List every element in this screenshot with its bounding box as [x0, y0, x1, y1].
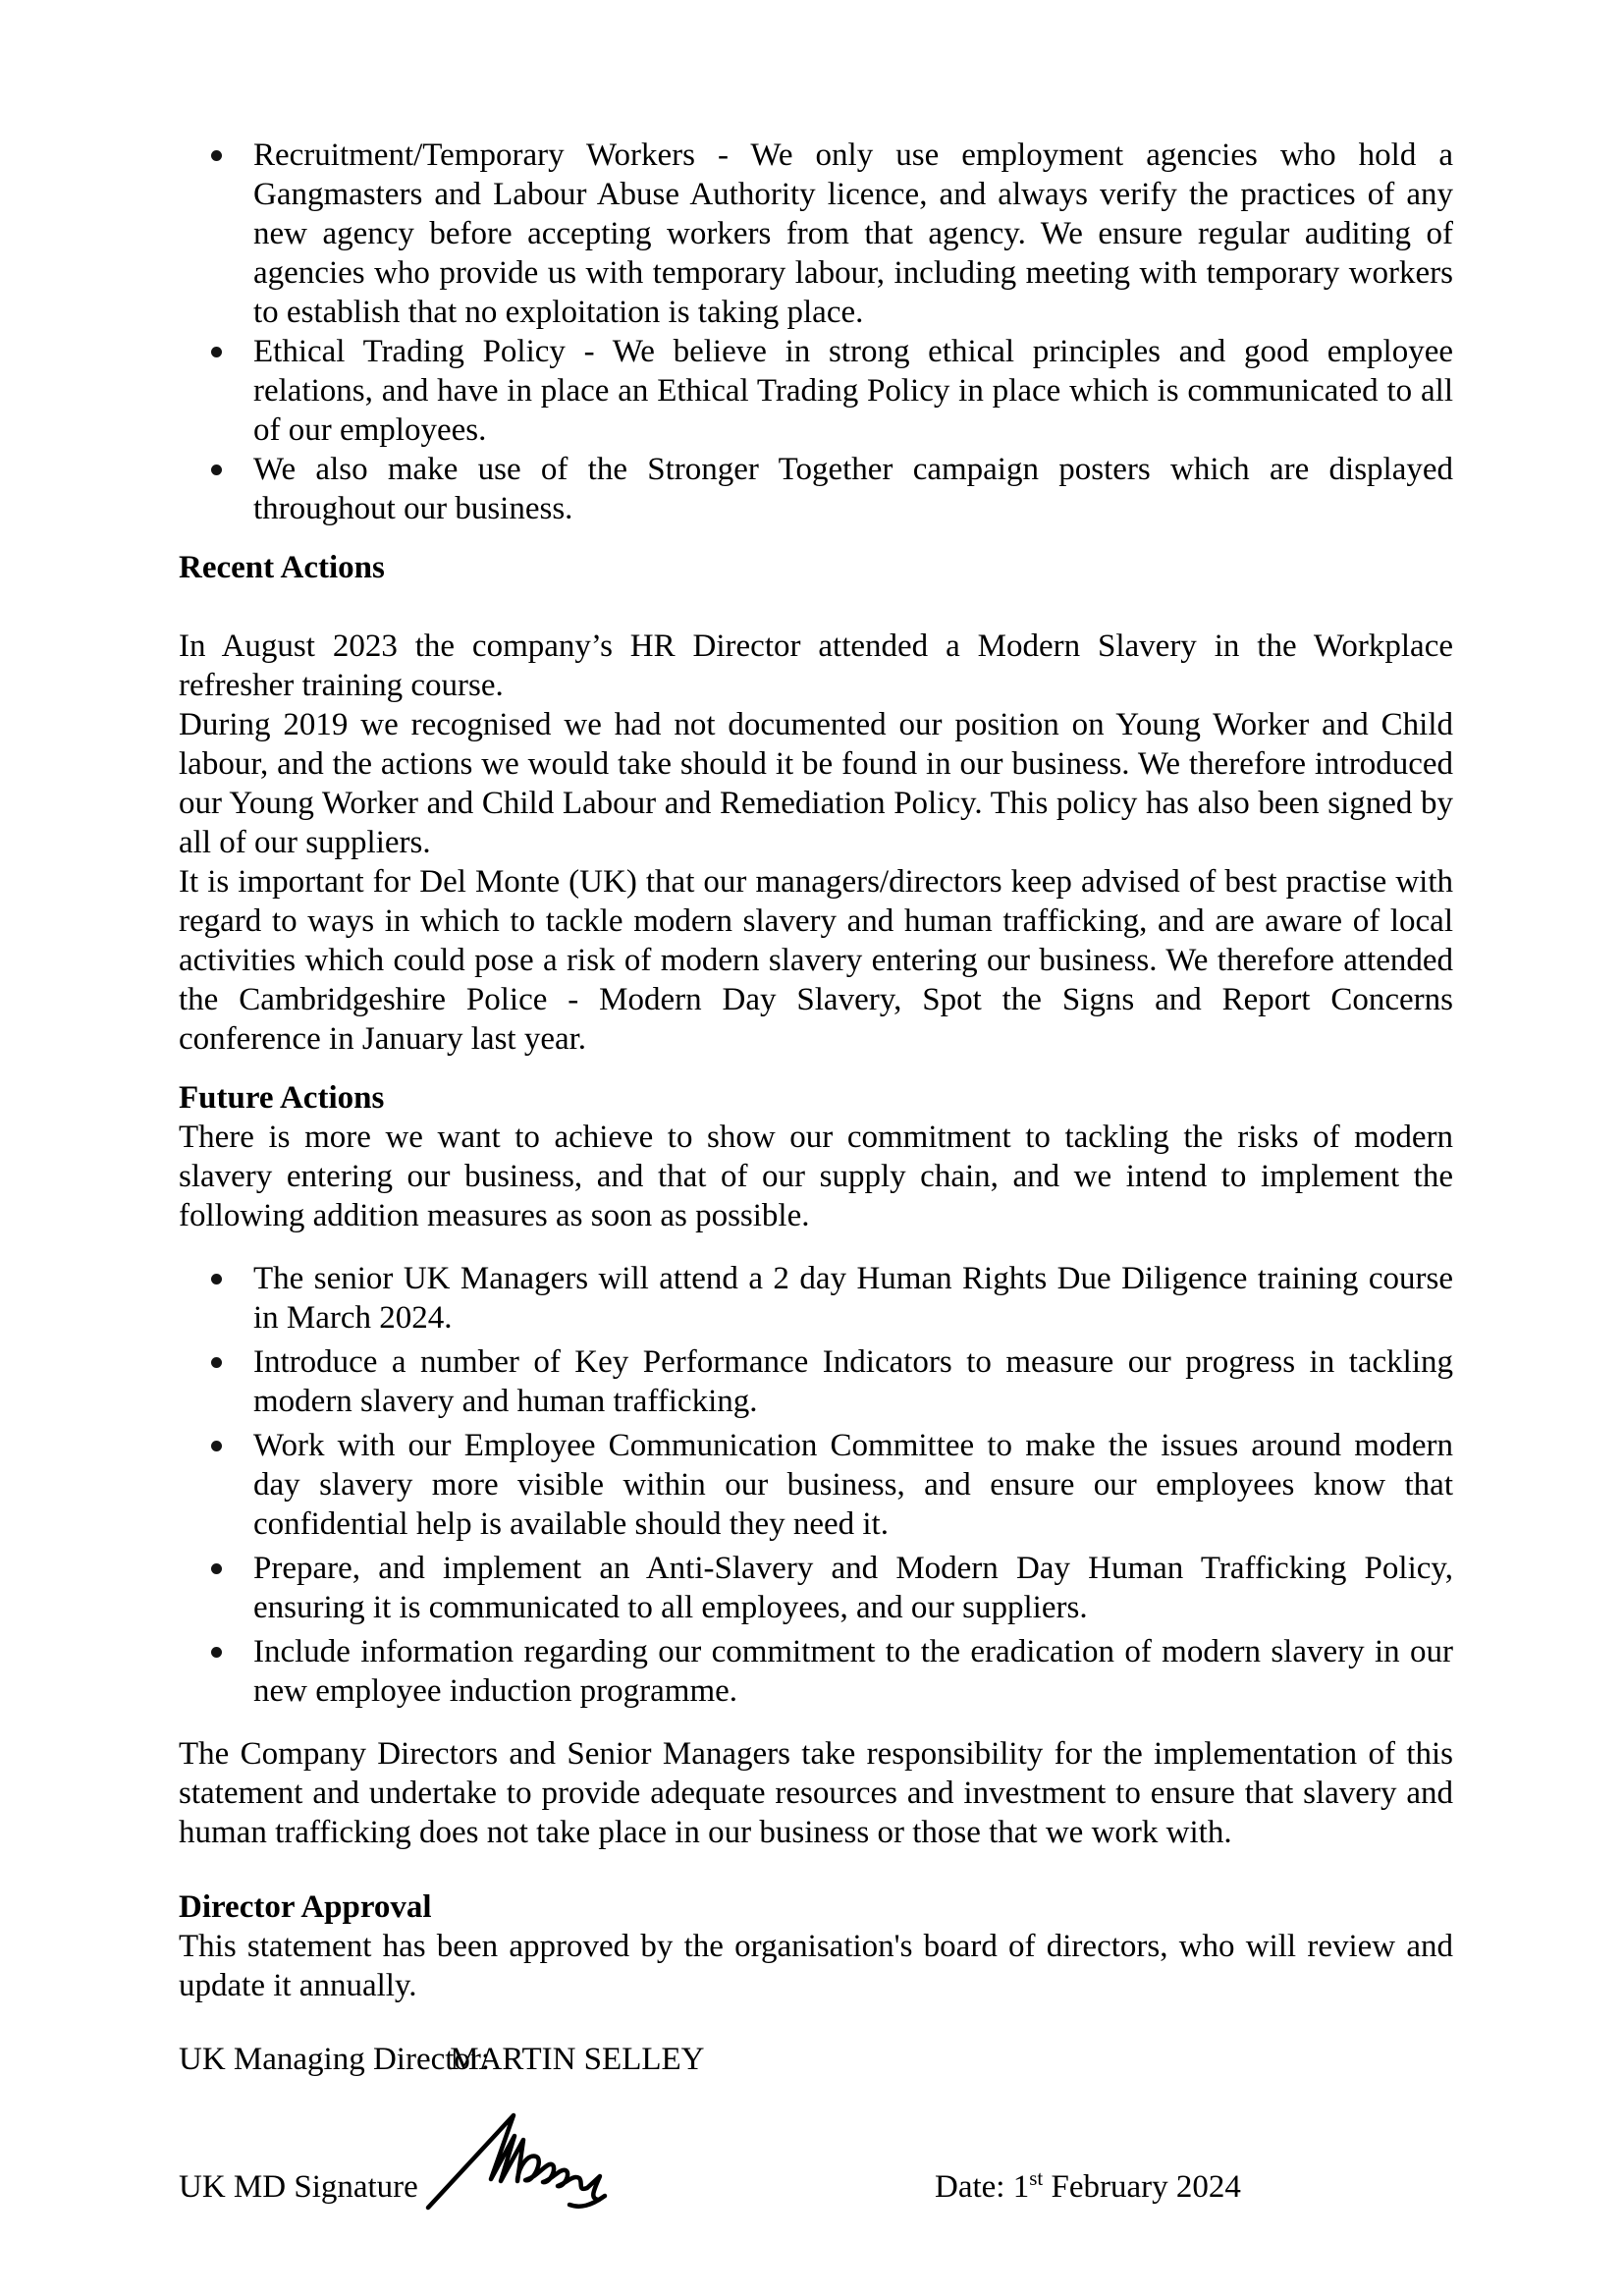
future-actions-bullet-list: [179, 1259, 1453, 1711]
bullet-text: We also make use of the Stronger Together campaign posters which are displayed throughout our business.: [253, 452, 1453, 526]
list-item: [253, 1426, 1453, 1544]
signature-label: UK MD Signature: [179, 2169, 418, 2205]
paragraph: This statement has been approved by the organisation's board of directors, who will review and update it annually.: [179, 1929, 1453, 2003]
list-item: [253, 1342, 1453, 1421]
bullet-icon: [211, 347, 222, 357]
paragraph: It is important for Del Monte (UK) that our managers/directors keep advised of best practise with regard to ways in which to tackle modern slavery and human trafficking, and are aware of local activities which could pose a risk of modern slavery entering our business. We therefore attended the Cambridgeshire Police - Modern Day Slavery, Spot the Signs and Report Concerns conference in January last year.: [179, 864, 1453, 1057]
policy-bullet-list: [179, 136, 1453, 528]
managing-director-line: [179, 2040, 1453, 2079]
bullet-text: Work with our Employee Communication Committee to make the issues around modern day slavery more visible within our business, and ensure our employees know that confidential help is available should they need it.: [253, 1428, 1453, 1542]
date-prefix: Date: 1: [935, 2169, 1030, 2205]
list-item: [253, 450, 1453, 528]
bullet-icon: [211, 1647, 222, 1658]
bullet-text: Recruitment/Temporary Workers - We only use employment agencies who hold a Gangmasters and Labour Abuse Authority licence, and always verify the practices of any new agency before accepting workers from that agency. We ensure regular auditing of agencies who provide us with temporary labour, including meeting with temporary workers to establish that no exploitation is taking place.: [253, 137, 1453, 330]
md-label: UK Managing Director:: [179, 2042, 491, 2077]
list-item: [253, 1259, 1453, 1338]
date-superscript: st: [1029, 2166, 1044, 2190]
md-name: MARTIN SELLEY: [450, 2042, 705, 2077]
bullet-text: The senior UK Managers will attend a 2 day Human Rights Due Diligence training course in March 2024.: [253, 1261, 1453, 1336]
bullet-icon: [211, 1274, 222, 1285]
paragraph: During 2019 we recognised we had not documented our position on Young Worker and Child labour, and the actions we would take should it be found in our business. We therefore introduced our Young Worker and Child Labour and Remediation Policy. This policy has also been signed by all of our suppliers.: [179, 707, 1453, 860]
director-approval-heading: Director Approval: [179, 1889, 432, 1925]
bullet-icon: [211, 150, 222, 161]
list-item: [253, 1632, 1453, 1711]
bullet-text: Include information regarding our commitment to the eradication of modern slavery in our new employee induction programme.: [253, 1634, 1453, 1709]
paragraph: In August 2023 the company’s HR Director attended a Modern Slavery in the Workplace refresher training course.: [179, 629, 1453, 703]
signature-scribble: [422, 2108, 623, 2214]
bullet-text: Ethical Trading Policy - We believe in strong ethical principles and good employee relations, and have in place an Ethical Trading Policy in place which is communicated to all of our employees.: [253, 334, 1453, 448]
list-item: [253, 332, 1453, 450]
bullet-icon: [211, 1441, 222, 1451]
bullet-icon: [211, 1563, 222, 1574]
signature-block: [179, 2108, 1453, 2216]
list-item: [253, 136, 1453, 332]
list-item: [253, 1549, 1453, 1627]
responsibility-paragraph: The Company Directors and Senior Managers take responsibility for the implementation of this statement and undertake to provide adequate resources and investment to ensure that slavery and human trafficking does not take place in our business or those that we work with.: [179, 1736, 1453, 1850]
recent-actions-heading: Recent Actions: [179, 550, 385, 585]
date-suffix: February 2024: [1043, 2169, 1241, 2205]
bullet-icon: [211, 465, 222, 475]
paragraph: There is more we want to achieve to show our commitment to tackling the risks of modern slavery entering our business, and that of our supply chain, and we intend to implement the following addition measures as soon as possible.: [179, 1120, 1453, 1233]
bullet-text: Introduce a number of Key Performance Indicators to measure our progress in tackling modern slavery and human trafficking.: [253, 1344, 1453, 1419]
future-actions-heading: Future Actions: [179, 1080, 385, 1116]
bullet-icon: [211, 1357, 222, 1368]
bullet-text: Prepare, and implement an Anti-Slavery and Modern Day Human Trafficking Policy, ensuring it is communicated to all employees, and our suppliers.: [253, 1551, 1453, 1625]
date-line: [935, 2167, 1241, 2207]
